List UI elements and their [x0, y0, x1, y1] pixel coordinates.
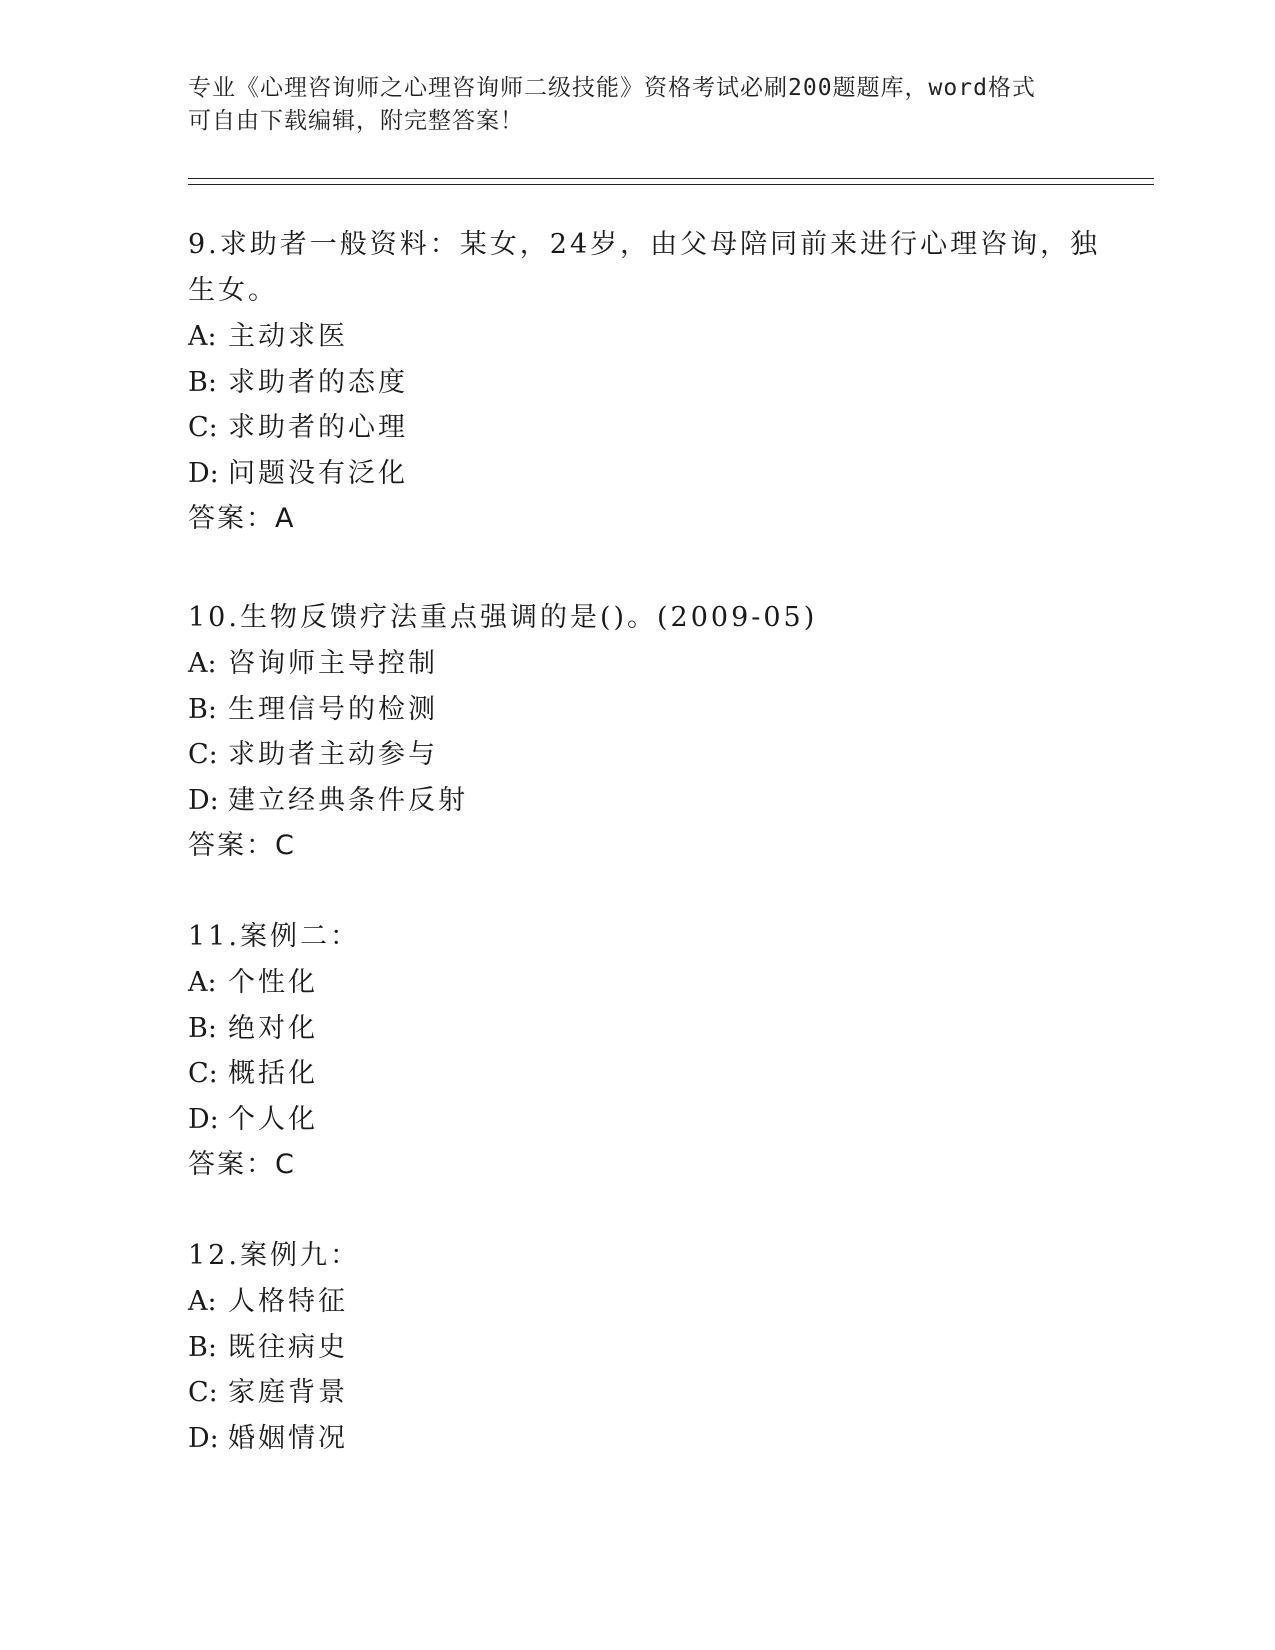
option-a — [188, 1279, 1088, 1325]
document-header — [188, 72, 1068, 138]
option-b — [188, 687, 1088, 733]
option-letter: B: — [188, 693, 217, 725]
option-c — [188, 732, 1088, 778]
option-text: 绝对化 — [228, 1012, 318, 1044]
option-a — [188, 960, 1088, 1006]
option-b — [188, 360, 1088, 406]
question-stem — [188, 1233, 1088, 1279]
question-stem-line-2: 生女。 — [188, 275, 278, 306]
option-letter: A: — [188, 648, 217, 679]
option-letter: B: — [188, 1331, 217, 1363]
option-d — [188, 778, 1088, 824]
option-letter: C: — [188, 739, 218, 770]
option-text: 个性化 — [228, 967, 318, 998]
option-b — [188, 1325, 1088, 1371]
question-10 — [188, 595, 1088, 869]
option-a — [188, 314, 1088, 360]
option-text: 家庭背景 — [228, 1377, 348, 1408]
option-letter: D: — [188, 457, 219, 489]
option-text: 建立经典条件反射 — [228, 784, 468, 816]
header-line-1: 专业《心理咨询师之心理咨询师二级技能》资格考试必刷200题题库，word格式 — [188, 75, 1036, 101]
option-text: 婚姻情况 — [228, 1422, 348, 1454]
option-letter: B: — [188, 1012, 217, 1044]
question-stem-line-1: 12.案例九： — [188, 1240, 360, 1271]
header-divider — [188, 178, 1154, 185]
option-letter: D: — [188, 784, 219, 816]
option-text: 咨询师主导控制 — [228, 648, 438, 679]
option-text: 求助者的心理 — [228, 412, 408, 443]
question-9 — [188, 222, 1101, 542]
question-stem — [188, 595, 1088, 641]
question-11 — [188, 914, 1088, 1188]
option-text: 求助者的态度 — [228, 366, 408, 398]
option-text: 既往病史 — [228, 1331, 348, 1363]
option-d — [188, 451, 1088, 497]
option-text: 主动求医 — [228, 321, 348, 352]
question-stem — [188, 914, 1088, 960]
option-text: 个人化 — [228, 1103, 318, 1135]
question-12 — [188, 1233, 1088, 1461]
question-stem-line-1: 9.求助者一般资料：某女，24岁，由父母陪同前来进行心理咨询，独 — [188, 229, 1101, 260]
question-stem-line-1: 11.案例二： — [188, 921, 360, 952]
option-d — [188, 1097, 1088, 1143]
option-text: 求助者主动参与 — [228, 739, 438, 770]
question-stem-line-1: 10.生物反馈疗法重点强调的是()。(2009-05) — [188, 602, 818, 633]
option-letter: A: — [188, 967, 217, 998]
option-letter: B: — [188, 366, 217, 398]
option-letter: C: — [188, 1058, 218, 1089]
option-b — [188, 1006, 1088, 1052]
answer-line: 答案：C — [188, 1149, 296, 1180]
option-text: 人格特征 — [228, 1286, 348, 1317]
option-letter: D: — [188, 1422, 219, 1454]
option-text: 生理信号的检测 — [228, 693, 438, 725]
option-letter: A: — [188, 321, 217, 352]
option-text: 概括化 — [228, 1058, 318, 1089]
option-letter: C: — [188, 412, 218, 443]
option-letter: C: — [188, 1377, 218, 1408]
answer-line: 答案：C — [188, 830, 296, 861]
option-text: 问题没有泛化 — [228, 457, 408, 489]
option-c — [188, 1370, 1088, 1416]
option-c — [188, 1051, 1088, 1097]
option-a — [188, 641, 1088, 687]
option-c — [188, 405, 1088, 451]
question-stem — [188, 222, 1101, 314]
option-d — [188, 1416, 1088, 1462]
header-line-2: 可自由下载编辑，附完整答案！ — [188, 108, 524, 134]
answer-line: 答案：A — [188, 503, 296, 534]
option-letter: A: — [188, 1286, 217, 1317]
option-letter: D: — [188, 1103, 219, 1135]
